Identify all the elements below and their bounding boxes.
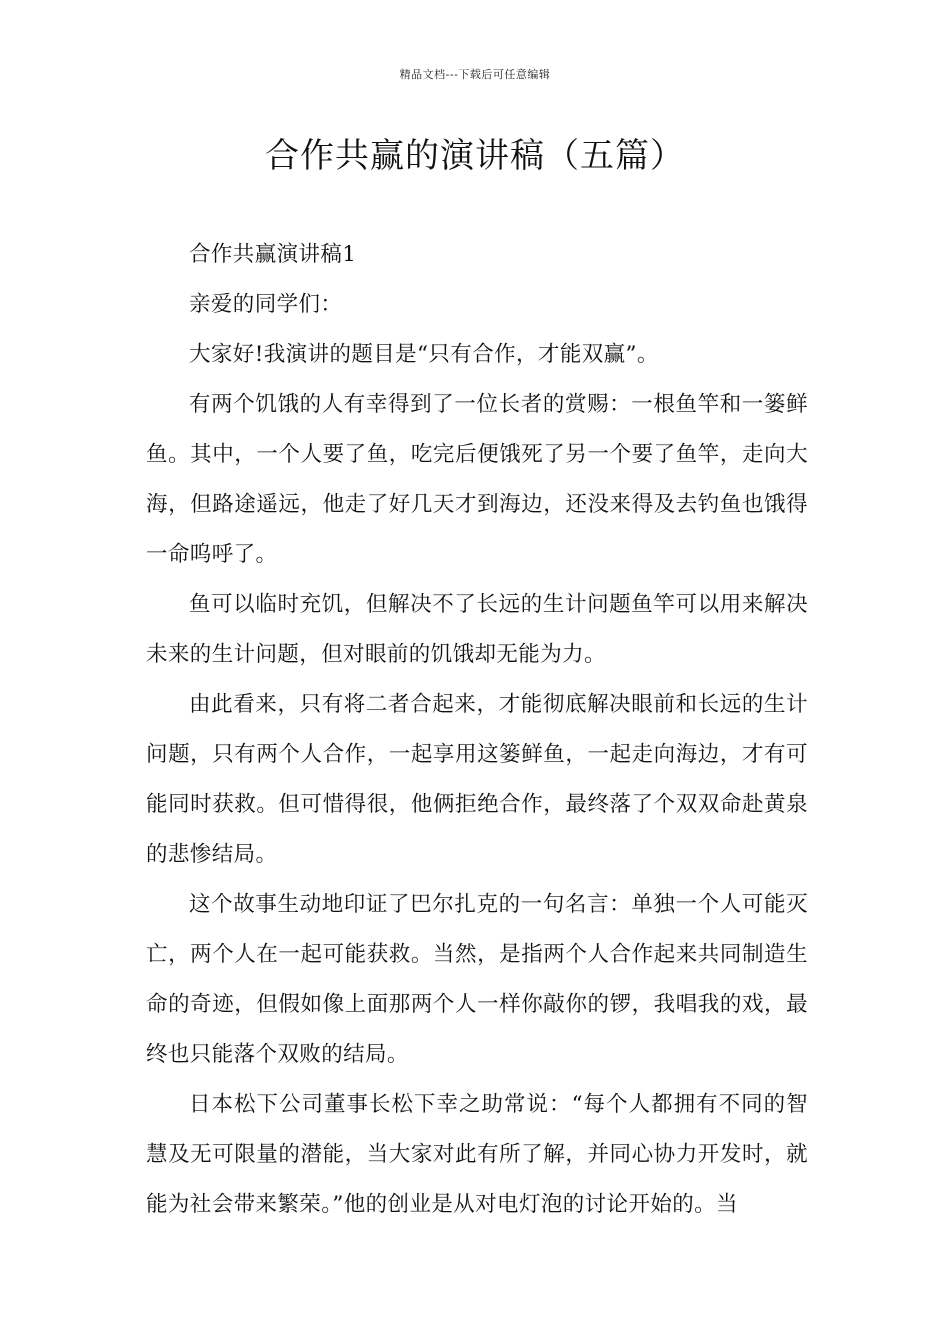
paragraph: 鱼可以临时充饥，但解决不了长远的生计问题鱼竿可以用来解决未来的生计问题，但对眼前的饥饿却无能为力。 [146, 592, 808, 667]
section-heading: 合作共赢演讲稿1 [189, 242, 357, 267]
header-note: 精品文档---下载后可任意编辑 [399, 68, 551, 81]
document-body [146, 230, 808, 1230]
paragraph: 有两个饥饿的人有幸得到了一位长者的赏赐：一根鱼竿和一篓鲜鱼。其中，一个人要了鱼，吃完后便饿死了另一个要了鱼竿，走向大海，但路途遥远，他走了好几天才到海边，还没来得及去钓鱼也饿得一命呜呼了。 [146, 392, 808, 567]
paragraph: 日本松下公司董事长松下幸之助常说：“每个人都拥有不同的智慧及无可限量的潜能，当大家对此有所了解，并同心协力开发时，就能为社会带来繁荣。”他的创业是从对电灯泡的讨论开始的。当 [146, 1092, 808, 1217]
paragraph: 大家好!我演讲的题目是“只有合作，才能双赢”。 [189, 342, 659, 367]
salutation: 亲爱的同学们： [189, 292, 343, 317]
document-title: 合作共赢的演讲稿（五篇） [265, 136, 685, 176]
paragraph: 由此看来，只有将二者合起来，才能彻底解决眼前和长远的生计问题，只有两个人合作，一起享用这篓鲜鱼，一起走向海边，才有可能同时获救。但可惜得很，他俩拒绝合作，最终落了个双双命赴黄泉的悲惨结局。 [146, 692, 808, 867]
paragraph: 这个故事生动地印证了巴尔扎克的一句名言：单独一个人可能灭亡，两个人在一起可能获救。当然，是指两个人合作起来共同制造生命的奇迹，但假如像上面那两个人一样你敲你的锣，我唱我的戏，最终也只能落个双败的结局。 [146, 892, 808, 1067]
